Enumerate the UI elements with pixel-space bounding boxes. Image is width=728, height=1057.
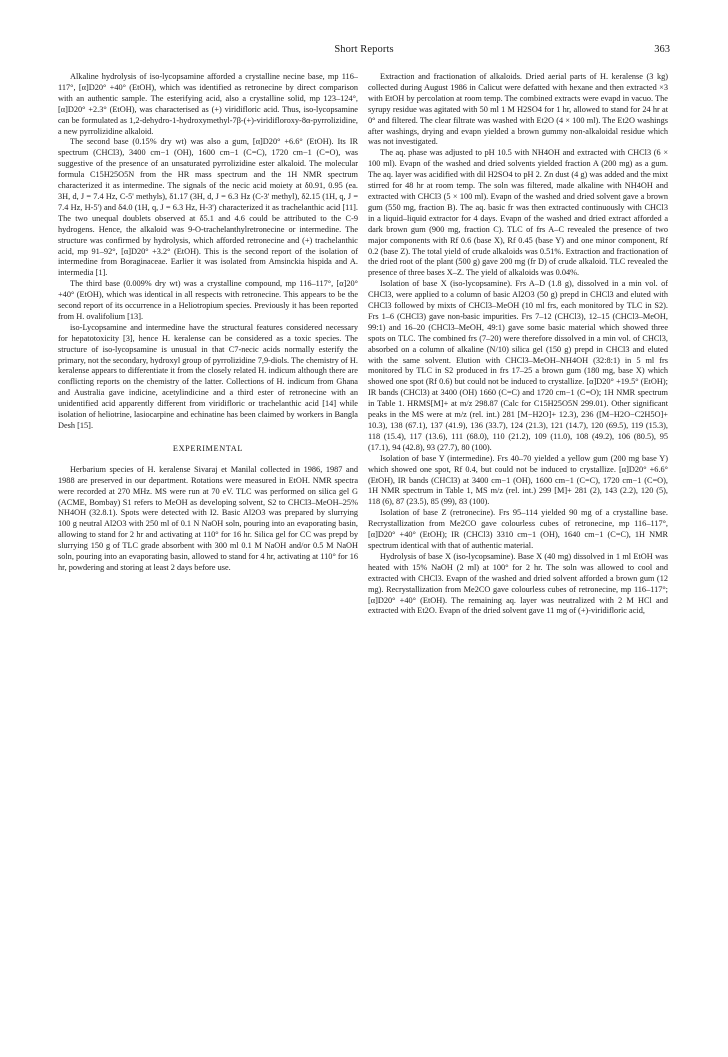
paragraph-intermedine: The second base (0.15% dry wt) was also a gum, [α]D20° +6.6° (EtOH). Its IR spectrum (CHCl3), 3400 cm−1 (OH), 1600 cm−1 (C=C), 1720 cm−1 (C=O), was suggestive of the presence of an unsaturated pyrrolizidine ester alkaloid. The molecular formula C15H25O5N from the HR mass spectrum and the 1H NMR spectrum characterized it as intermedine. The signals of the necic acid moiety at δ0.91, 0.95 (ea. 3H, d, J = 7.4 Hz, C-5' methyls), δ1.17 (3H, d, J = 6.3 Hz (C-3' methyl), δ2.15 (1H, q, J = 7.4 Hz, H-5') and δ4.0 (1H, q, J = 6.3 Hz, H-3') characterized it as trachelanthic acid [11]. The two unequal doublets observed at δ5.1 and 4.6 could be attributed to the C-9 hydrogens. Hence, the alkaloid was 9-O-trachelanthylretronecine or intermedine. The structure was confirmed by hydrolysis, which afforded retronecine and (+) trachelanthic acid, mp 91–92°, [α]D20° +3.2° (EtOH). This is the second report of the isolation of intermedine from Boraginaceae. Earlier it was isolated from Amsinckia hispida and A. intermedia [1].	[58, 137, 358, 278]
page-number: 363	[654, 44, 670, 55]
running-header	[0, 44, 728, 60]
left-column	[58, 72, 358, 1047]
paragraph-discussion: iso-Lycopsamine and intermedine have the structural features considered necessary for hepatotoxicity [3], hence H. keralense can be considered as a toxic species. The structure of iso-lycopsamine is unusual in that C7-necic acids normally esterify the primary, not the secondary, hydroxyl group of pyrrolizidine 7,9-diols. The chemistry of H. keralense appears to differentiate it from the closely related H. indicum although there are conflicting reports on the chemistry of the latter. Collections of H. indicum from Ghana and Australia gave indicine, acetylindicine and a third ester of retronecine with an unidentified acid apparently different from viridifloric or trachelanthic acid [14] while isolation of heliotrine, lasiocarpine and echinatine has been claimed by workers in Bangla Desh [15].	[58, 322, 358, 430]
paragraph-isolation-base-x: Isolation of base X (iso-lycopsamine). Frs A–D (1.8 g), dissolved in a min vol. of CHCl3, were applied to a column of basic Al2O3 (50 g) prepd in CHCl3 and eluted with CHCl3 followed by mixts of CHCl3–MeOH (10 ml frs, each monitored by TLC in S2). Frs 1–6 (CHCl3) gave non-basic impurities. Frs 7–12 (CHCl3), 12–15 (CHCl3–MeOH, 99:1) and 16–20 (CHCl3–MeOH, 49:1) gave some basic material which showed three spots on TLC. The combined frs (7–20) were therefore dissolved in a min vol. of CHCl3, absorbed on a column of alkaline (N/10) silica gel (150 g) prepd in CHCl3 and eluted with the same solvent. Elution with CHCl3–MeOH–NH4OH (32:8:1) in 5 ml frs monitored by TLC in S2 produced in frs 17–25 a brown gum (180 mg, base X) which showed one spot (Rf 0.6) but could not be induced to crystallize. [α]D20° +19.5° (EtOH); IR bands (CHCl3) at 3400 (OH) 1660 (C=C) and 1720 cm−1 (C=O); 1H NMR spectrum in Table 1. HRMS[M]+ at m/z 298.87 (Calc for C15H25O5N 299.01). Other significant peaks in the MS were at m/z (rel. int.) 281 [M−H2O]+ 12.3), 236 ([M−H2O−C2H5O]+ 10.3), 138 (67.1), 137 (41.9), 136 (33.7), 124 (21.3), 121 (14.7), 120 (69.5), 119 (15.3), 118 (15.4), 117 (13.6), 111 (68.0), 110 (21.2), 109 (11.0), 108 (49.2), 106 (80.5), 95 (17.1), 94 (42.8), 93 (27.7), 80 (100).	[368, 279, 668, 452]
journal-section-title: Short Reports	[334, 44, 394, 55]
paragraph-isolation-base-z: Isolation of base Z (retronecine). Frs 95–114 yielded 90 mg of a crystalline base. Recrystallization from Me2CO gave colourless cubes of retronecine, mp 116–117°, [α]D20° +40° (EtOH); IR (CHCl3) 3310 cm−1 (OH), 1640 cm−1 (C=C), 1H NMR spectrum identical with that of authentic material.	[368, 508, 668, 550]
section-heading-experimental: EXPERIMENTAL	[172, 443, 244, 453]
paragraph-retronecine: The third base (0.009% dry wt) was a crystalline compound, mp 116–117°, [α]20° +40° (EtOH), which was identical in all respects with retronecine. This appears to be the second report of its occurrence in a Heliotropium species. Previously it has been reported from H. ovalifolium [13].	[58, 279, 358, 321]
paragraph-extraction: Extraction and fractionation of alkaloids. Dried aerial parts of H. keralense (3 kg) collected during August 1986 in Calicut were defatted with hexane and then extracted ×3 with EtOH by percolation at room temp. The combined extracts were evapd in vacuo. The syrupy residue was agitated with 50 ml 1 M H2SO4 for 1 hr, allowed to stand for 24 hr at 0° and filtered. The clear filtrate was washed with Et2O (4 × 100 ml). The Et2O washings after washings, drying and evapn yielded a brown gummy non-alkaloidal residue which was not investigated.	[368, 72, 668, 147]
paragraph-isolycopsamine-hydrolysis: Alkaline hydrolysis of iso-lycopsamine afforded a crystalline necine base, mp 116–117°, [α]D20° +40° (EtOH), which was identified as retronecine by direct comparison with an authentic sample. The esterifying acid, also a crystalline solid, mp 123–124°, [α]D20° +2.3° (EtOH), was characterised as (+) viridifloric acid. Thus, iso-lycopsamine can be formulated as 1,2-dehydro-1-hydroxymethyl-7β-(+)-viridifloroxy-8α-pyrrolizidine, a new pyrrolizidine alkaloid.	[58, 72, 358, 136]
paragraph-isolation-base-y: Isolation of base Y (intermedine). Frs 40–70 yielded a yellow gum (200 mg base Y) which showed one spot, Rf 0.4, but could not be induced to crystallize. [α]D20° +6.6° (EtOH), IR bands (CHCl3) at 3400 cm−1 (OH), 1600 cm−1 (C=C), 1720 cm−1 (C=O), 1H NMR spectrum in Table 1, MS m/z (rel. int.) 299 [M]+ 281 (2), 143 (2.2), 120 (5), 118 (6), 87 (23.5), 85 (99), 83 (100).	[368, 453, 668, 507]
paragraph-aqueous-phase: The aq. phase was adjusted to pH 10.5 with NH4OH and extracted with CHCl3 (6 × 100 ml). Evapn of the washed and dried solvents yielded fraction A (200 mg) as a gum. The aq. layer was acidified with dil H2SO4 to pH 2. Zn dust (4 g) was added and the mixt stirred for 48 hr at room temp. The soln was filtered, made alkaline with NH4OH and extracted with CHCl3 (5 × 100 ml). Evapn of the washed and dried solvent gave a brown gum (550 mg, fraction B). The aq. basic fr was then extracted continuously with CHCl3 in a liquid–liquid extractor for 4 days. Evapn of the washed and dried extract afforded a dark brown gum (900 mg, fraction C). TLC of frs A–C revealed the presence of two major components with Rf 0.6 (base X), Rf 0.45 (base Y) and one minor component, Rf 0.2 (base Z). The total yield of crude alkaloids was 0.51%. Extraction and fractionation of the dried root of the plant (500 g) gave 200 mg (fr D) of crude alkaloid. TLC revealed the presence of three bases X–Z. The yield of alkaloids was 0.04%.	[368, 148, 668, 278]
paragraph-experimental-general: Herbarium species of H. keralense Sivaraj et Manilal collected in 1986, 1987 and 1988 are preserved in our department. Rotations were measured in EtOH. NMR spectra were recorded at 270 MHz. MS were run at 70 eV. TLC was performed on silica gel G (ACME, Bombay) S1 refers to MeOH as developing solvent, S2 to CHCl3–MeOH–25% NH4OH (32.8.1). Spots were detected with I2. Basic Al2O3 was prepared by slurrying 100 g neutral Al2O3 with 250 ml of 0.1 N NaOH soln, pouring into an evaporating basin, allowing to stand for 2 hr and activating at 110° for 16 hr. Silica gel for CC was prepd by slurrying 150 g of TLC grade absorbent with 300 ml 0.1 M NaOH and/or 0.5 M NaOH soln, pouring into an evaporating basin, allowed to stand for 4 hr, activating at 110° for 16 hr, powdering and storing at least 2 days before use.	[58, 464, 358, 572]
right-column	[368, 72, 668, 1047]
paragraph-hydrolysis-base-x: Hydrolysis of base X (iso-lycopsamine). Base X (40 mg) dissolved in 1 ml EtOH was heated with 15% NaOH (2 ml) at 100° for 2 hr. The soln was allowed to cool and extracted with CHCl3. Evapn of the washed and dried solvent afforded a brown gum (12 mg). Recrystallization from Me2CO gave colourless cubes of retronecine, mp 116–117°; [α]D20° +40° (EtOH). The remaining aq. layer was neutralized with 2 M HCl and extracted with Et2O. Evapn of the dried solvent gave 11 mg of (+)-viridifloric acid,	[368, 551, 668, 616]
